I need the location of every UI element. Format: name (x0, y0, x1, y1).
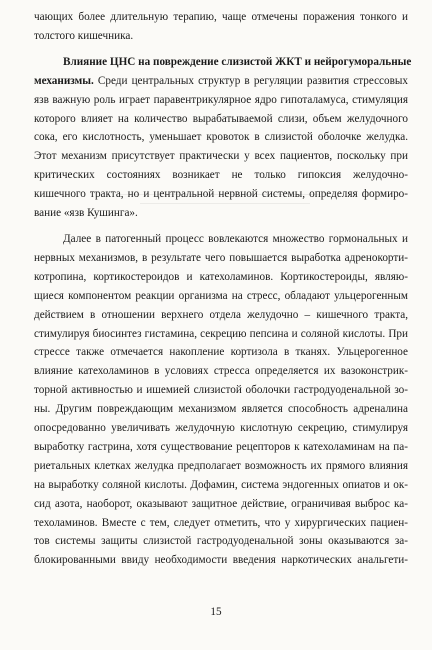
text-line: сид азота, наоборот, оказывают защитное действие, ограничивая выброс ка- (34, 497, 408, 510)
text-line: стрессе также отмечается накопление кортизола в тканях. Ульцерогенное (34, 346, 408, 359)
page-number: 15 (210, 606, 222, 618)
section-heading-end: механизмы. (34, 74, 94, 87)
text-line: техоламинов. Вместе с тем, следует отметить, что у хирургических пациен- (34, 516, 408, 529)
text-line: выработку гастрина, хотя существование рецепторов к катехоламинам на па- (34, 440, 408, 453)
section-heading: Влияние ЦНС на повреждение слизистой ЖКТ и нейрогуморальные (63, 55, 412, 68)
text-line: риетальных клетках желудка предполагает возможность их прямого влияния (34, 459, 408, 472)
text-line: чающих более длительную терапию, чаще отмечены поражения тонкого и (34, 11, 408, 23)
text-line: Далее в патогенный процесс вовлекаются множество гормональных и (63, 232, 408, 245)
text-line: вание «язв Кушинга». (34, 207, 138, 220)
text-line: опосредованно увеличивать желудочную кислотную секрецию, стимулируя (34, 422, 408, 435)
text-line: кишечного тракта, но и центральной нервной системы, определяя формиро- (34, 188, 408, 201)
text-line: котропина, кортикостероидов и катехоламинов. Кортикостероиды, являю- (34, 270, 408, 283)
text-line: стимулируя биосинтез гистамина, секрецию пепсина и соляной кислоты. При (34, 327, 408, 340)
paragraph-continuation (34, 8, 408, 46)
text-line: толстого кишечника. (34, 29, 134, 42)
text-line: торной активностью и ишемией слизистой оболочки гастродуоденальной зо- (34, 384, 408, 397)
text-line: влияние катехоламинов в условиях стресса определяется их вазоконстрик- (34, 365, 408, 378)
text-line: которого влияет на количество вырабатываемой слизи, объем желудочного (34, 112, 408, 125)
text-line: тов системы защиты слизистой гастродуоденальной зоны оказываются за- (34, 535, 408, 548)
paragraph-cns-influence (34, 53, 412, 223)
text-fragment: Среди центральных структур в регуляции развития стрессовых (93, 74, 408, 87)
text-line: щиеся компонентом реакции организма на стресс, обладают ульцерогенным (34, 289, 408, 302)
text-line: ны. Другим повреждающим механизмом является способность адреналина (34, 403, 408, 416)
text-line: критических состояниях возникает не только гипоксия желудочно- (34, 169, 408, 182)
text-line: Этот механизм присутствует практически у всех пациентов, поскольку при (34, 150, 408, 163)
text-line: сока, его кислотность, уменьшает кровоток в слизистой оболочке желудка. (34, 131, 408, 144)
text-line (34, 72, 408, 91)
text-line: блокированными ввиду необходимости введения наркотических анальгети- (34, 554, 408, 567)
text-line: на выработку соляной кислоты. Дофамин, система эндогенных опиатов и ок- (34, 478, 408, 491)
text-line: нервных механизмов, в результате чего повышается выработка адренокорти- (34, 251, 408, 264)
text-line: действием в отношении верхнего отдела желудочно – кишечного тракта, (34, 308, 408, 321)
paragraph-hormonal-mechanisms (34, 230, 408, 570)
text-line: язв важную роль играет паравентрикулярное ядро гипоталамуса, стимуляция (34, 93, 408, 106)
body-text (34, 8, 412, 570)
